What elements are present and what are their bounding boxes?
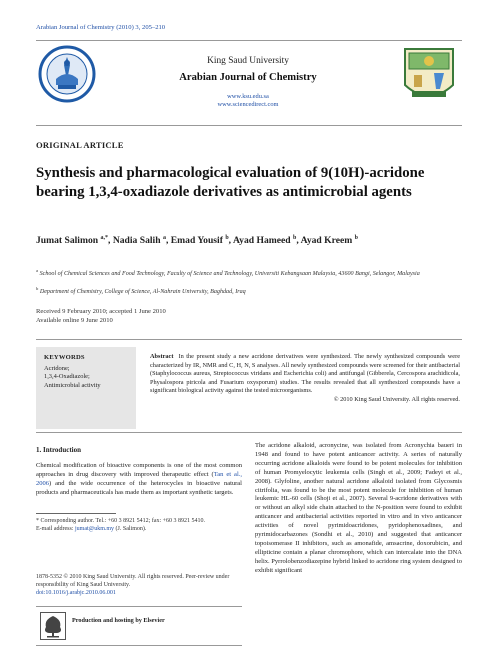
abstract-copyright: © 2010 King Saud University. All rights reserved.	[333, 395, 460, 403]
keyword: Antimicrobial activity	[44, 381, 101, 389]
king-saud-university-seal-icon	[38, 45, 96, 103]
received-date: Received 9 February 2010; accepted 1 June 2010	[36, 308, 166, 315]
affiliation-mark: b	[36, 286, 39, 291]
footer-rule-bottom	[36, 645, 242, 646]
keyword: Acridone;	[44, 365, 70, 372]
doi-link[interactable]: doi:10.1016/j.arabjc.2010.06.001	[36, 590, 116, 597]
abstract	[150, 353, 460, 405]
article-dates	[36, 307, 166, 325]
affiliation-mark: a	[36, 268, 39, 273]
copyright-line: 1878-5352 © 2010 King Saud University. All rights reserved. Peer-review under responsibility of King Saud University.	[36, 574, 230, 589]
online-date: Available online 9 June 2010	[36, 317, 113, 324]
author-affiliation-mark[interactable]: a	[162, 235, 166, 241]
author-name: Jumat Salimon	[36, 235, 99, 247]
producer-credit: Production and hosting by Elsevier	[72, 617, 165, 624]
email-suffix: (J. Salimon).	[114, 526, 147, 533]
journal-name: Arabian Journal of Chemistry	[179, 72, 317, 83]
header-top-rule	[36, 40, 462, 41]
author-list: Jumat Salimon $^{a,*}$, Nadia Salih $^a$, Emad Yousif $^b$, Ayad Hameed $^b$, Ayad Kreem $^b$	[36, 235, 358, 247]
journal-masthead	[110, 56, 386, 109]
author-name: Ayad Kreem	[300, 235, 353, 247]
sciencedirect-link[interactable]: www.sciencedirect.com	[217, 101, 279, 108]
intro-text: ) and the wide occurrence of the heterocycles in bioactive natural products and pharmaceuticals has made them as important synthetic targets.	[36, 479, 242, 496]
affiliation-text: School of Chemical Sciences and Food Technology, Faculty of Science and Technology, Universiti Kebangsaan Malaysia, 43600 Bangi, Selangor, Malaysia	[39, 271, 420, 278]
author-name: Nadia Salih	[112, 235, 161, 247]
section-heading-introduction: 1. Introduction	[36, 446, 81, 454]
university-name: King Saud University	[207, 56, 289, 66]
intro-paragraph-right: The acridone alkaloid, acronycine, was isolated from Acronychia baueri in 1948 and found to have potent anticancer activity. A series of naturally occurring acridone alkaloids were found to be potent molecules for inhibition of human Promyelocytic leukemia cells (Singh et al., 2009; Fadeyi et al., 2008). Glyfoline, another natural acridone alkaloid isolated from Glycosmis citrifolia, was found to be the most potent molecule for inhibition of human leukemic HL-60 cells (Shoji et al., 2007). Several 9-acridone derivatives with or without an alkyl side chain attached to the N-position were found to exhibit anticancer and antibacterial activities reported in vitro and in vivo anticancer activities of novel pyrimidoacridones, pyridophenoxadines, and pyrimidocarbazones (Sondhi et al., 2010) and suggested that anticancer topoisomerase II inhibitors, such as amonafide, amsacrine, doxorubicin, and ellipticine contain a planar chromophore, which can intercalate into the DNA helix. Pyrrolobenzodiazepine hybrid linked to acridone ring system designed to exhibit significant	[255, 442, 462, 574]
author-name: Ayad Hameed	[232, 235, 291, 247]
elsevier-tree-logo-icon	[40, 612, 66, 640]
corresponding-author-contact: * Corresponding author. Tel.: +60 3 8921 5412; fax: +60 3 8921 5410.	[36, 518, 206, 524]
keywords-heading: KEYWORDS	[44, 354, 85, 361]
journal-emblem-icon	[400, 45, 458, 107]
affiliation	[36, 267, 466, 279]
article-type: ORIGINAL ARTICLE	[36, 140, 124, 150]
citation-link[interactable]: Tan et al., 2006	[36, 470, 242, 487]
article-title: Synthesis and pharmacological evaluation of 9(10H)-acridone bearing 1,3,4-oxadiazole derivatives as antimicrobial agents	[36, 165, 425, 200]
author-affiliation-mark[interactable]: b	[354, 235, 358, 241]
author-affiliation-mark[interactable]: b	[225, 235, 229, 241]
corresponding-author-footnote	[36, 517, 242, 533]
intro-paragraph-left	[36, 462, 242, 498]
footer-rule-top	[36, 606, 242, 607]
email-line	[36, 525, 242, 533]
email-link[interactable]: jumat@ukm.my	[75, 526, 115, 533]
affiliation-text: Department of Chemistry, College of Science, Al-Nahrain University, Baghdad, Iraq	[39, 289, 246, 296]
keywords-box	[36, 347, 136, 429]
intro-text: Chemical modification of bioactive components is one of the most common approaches in drug discovery with improved therapeutic effect (	[36, 462, 242, 478]
abstract-top-rule	[36, 339, 462, 340]
author-affiliation-mark[interactable]: a,*	[100, 235, 109, 241]
footnote-rule	[36, 513, 116, 514]
abstract-text: In the present study a new acridone derivatives were synthesized. The newly synthesized compounds were characterized by IR, NMR and C, H, N, S analyses. All newly synthesized compounds were screened for their antibacterial (Staphylococcus aureus, Streptococcus viridans and Escherichia coli) and antifungal (Gibberela, Cercospora arachidicola, Physalospora piricola and Fusarium oxysporum) studies. The results revealed that all synthesized compounds have a significant biological activity against the tested microorganisms.	[150, 353, 460, 395]
email-label: E-mail address:	[36, 526, 75, 533]
author-name: Emad Yousif	[170, 235, 223, 247]
copyright-footnote	[36, 573, 242, 598]
abstract-label: Abstract	[150, 353, 174, 360]
journal-citation[interactable]: Arabian Journal of Chemistry (2010) 3, 205–210	[36, 24, 166, 31]
header-bottom-rule	[36, 125, 462, 126]
keyword: 1,3,4-Oxadiazole;	[44, 373, 90, 381]
author-affiliation-mark[interactable]: b	[293, 235, 297, 241]
ksu-link[interactable]: www.ksu.edu.sa	[227, 93, 269, 100]
abstract-bottom-rule	[36, 432, 462, 433]
affiliation	[36, 285, 466, 297]
